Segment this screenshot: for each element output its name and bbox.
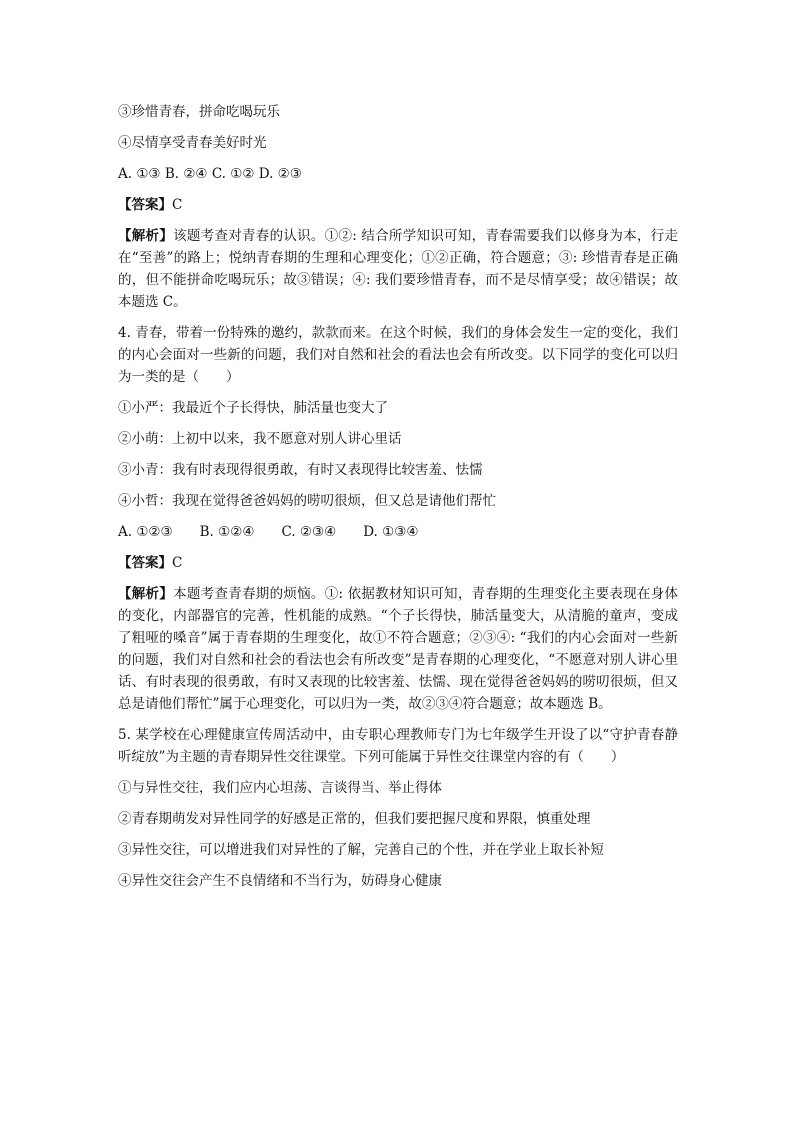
answer-tag: 【答案】 [118,197,172,213]
q5-option-1: ①与异性交往，我们应内心坦荡、言谈得当、举止得体 [118,780,442,796]
q4-analysis [118,583,678,715]
analysis-text: 该题考查对青春的认识。①②: 结合所学知识可知，青春需要我们以修身为本，行走在“至善”的路上；悦纳青春期的生理和心理变化；①②正确，符合题意；③: 珍惜青春是正确的，但不能拼命吃喝玩乐；故③错误；④: 我们要珍惜青春，而不是尽情享受；故④错误；故本题选 C。 [118,228,679,310]
analysis-tag: 【解析】 [118,586,174,602]
q4-stem: 4. 青春，带着一份特殊的邀约，款款而来。在这个时候，我们的身体会发生一定的变化，我们的内心会面对一些新的问题，我们对自然和社会的看法也会有所改变。以下同学的变化可以归为一类的是（ ） [118,325,678,385]
q5-option-3: ③异性交往，可以增进我们对异性的了解，完善自己的个性，并在学业上取长补短 [118,842,604,858]
q4-answer [118,552,678,583]
q3-answer [118,194,678,225]
q3-choices: A. ①③ B. ②④ C. ①② D. ②③ [118,166,302,182]
q4-choices: A. ①②③ B. ①②④ C. ②③④ D. ①③④ [118,524,419,540]
q4-option-3: ③小青：我有时表现得很勇敢，有时又表现得比较害羞、怯懦 [118,462,483,478]
q4-option-2: ②小萌：上初中以来，我不愿意对别人讲心里话 [118,431,402,447]
answer-value: C [172,555,183,571]
q3-option-3: ③珍惜青春，拼命吃喝玩乐 [118,104,280,120]
q3-analysis [118,225,678,313]
analysis-tag: 【解析】 [118,228,174,244]
q5-option-2: ②青春期萌发对异性同学的好感是正常的，但我们要把握尺度和界限，慎重处理 [118,811,591,827]
q5-stem: 5. 某学校在心理健康宣传周活动中，由专职心理教师专门为七年级学生开设了以“守护青春静听绽放”为主题的青春期异性交往课堂。下列可能属于异性交往课堂内容的有（ ） [118,727,678,765]
q4-option-1: ①小严：我最近个子长得快，肺活量也变大了 [118,400,388,416]
q3-option-4: ④尽情享受青春美好时光 [118,135,267,151]
answer-tag: 【答案】 [118,555,172,571]
document-page [118,101,678,901]
answer-value: C [172,197,183,213]
analysis-text: 本题考查青春期的烦恼。①: 依据教材知识可知，青春期的生理变化主要表现在身体的变化，内部器官的完善，性机能的成熟。“个子长得快，肺活量变大，从清脆的童声，变成了粗哑的嗓音”属于青春期的生理变化，故①不符合题意；②③④: “我们的内心会面对一些新的问题，我们对自然和社会的看法也会有所改变”是青春期的心理变化，“不愿意对别人讲心里话、有时表现的很勇敢，有时又表现的比较害羞、怯懦、现在觉得爸爸妈妈的唠叨很烦，但又总是请他们帮忙”属于心理变化，可以归为一类，故②③④符合题意；故本题选 B。 [118,586,679,712]
q5-option-4: ④异性交往会产生不良情绪和不当行为，妨碍身心健康 [118,873,442,889]
q4-option-4: ④小哲：我现在觉得爸爸妈妈的唠叨很烦，但又总是请他们帮忙 [118,493,496,509]
